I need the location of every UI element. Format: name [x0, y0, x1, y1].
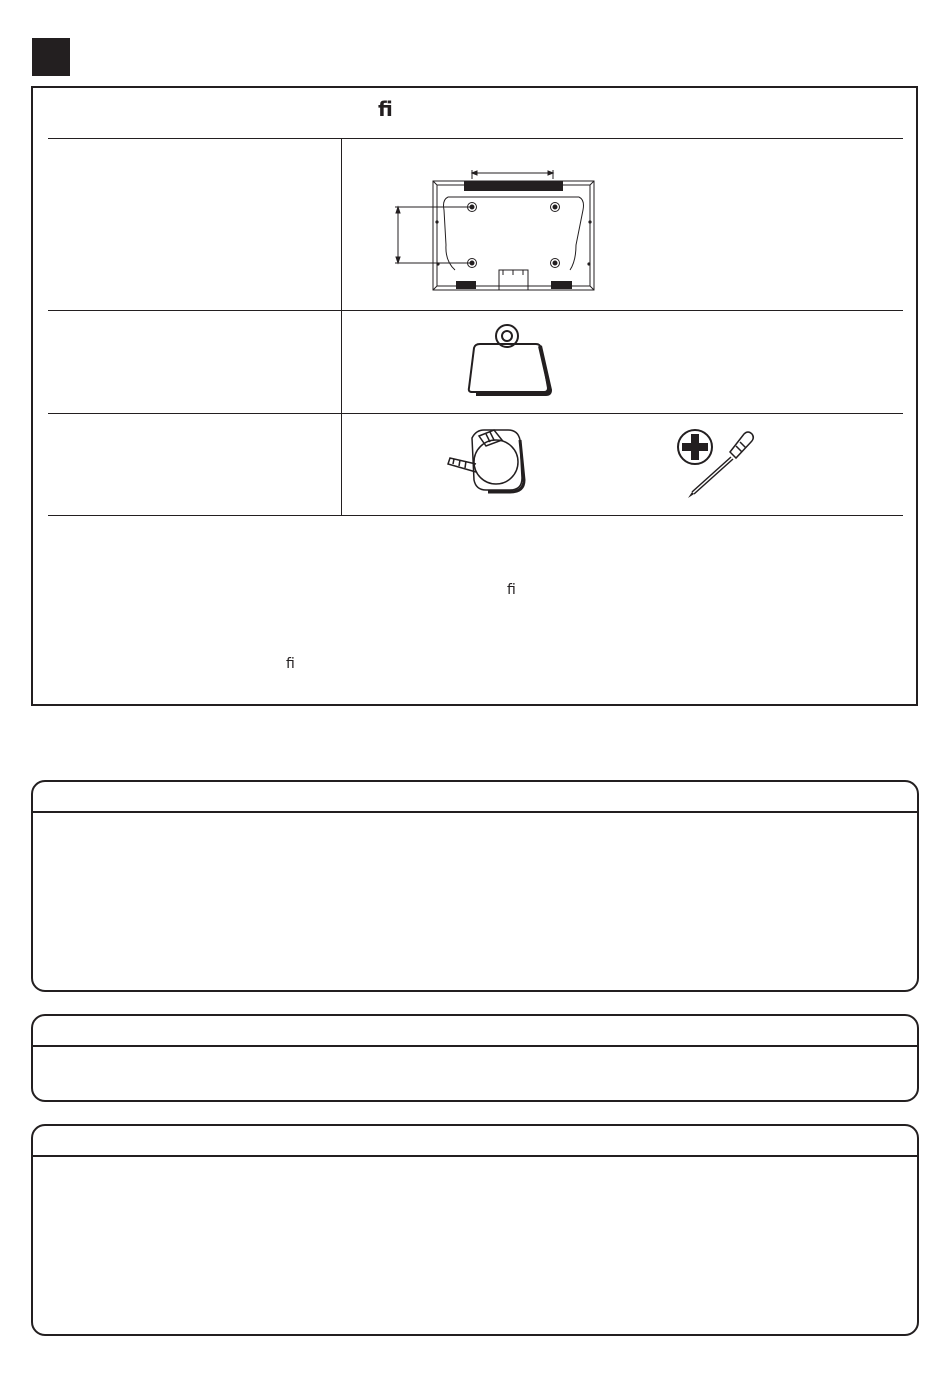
note-glyph-2: ﬁ: [286, 656, 295, 672]
panel-header-divider: [33, 1045, 917, 1047]
weight-icon: [466, 322, 552, 396]
phillips-screwdriver-icon: [676, 428, 756, 500]
table-divider-top: [48, 138, 903, 139]
tv-back-vesa-icon: [390, 165, 600, 295]
table-divider-2: [48, 413, 903, 414]
warning-panel-2: [31, 1014, 919, 1102]
tape-measure-icon: [446, 424, 526, 496]
warning-panel-1: [31, 780, 919, 992]
section-marker: [32, 38, 70, 76]
panel-header-divider: [33, 811, 917, 813]
title-glyph: ﬁ: [378, 97, 393, 121]
note-glyph-1: ﬁ: [507, 582, 516, 598]
table-divider-bottom: [48, 515, 903, 516]
warning-panel-3: [31, 1124, 919, 1336]
panel-header-divider: [33, 1155, 917, 1157]
table-column-divider: [341, 138, 342, 515]
table-divider-1: [48, 310, 903, 311]
